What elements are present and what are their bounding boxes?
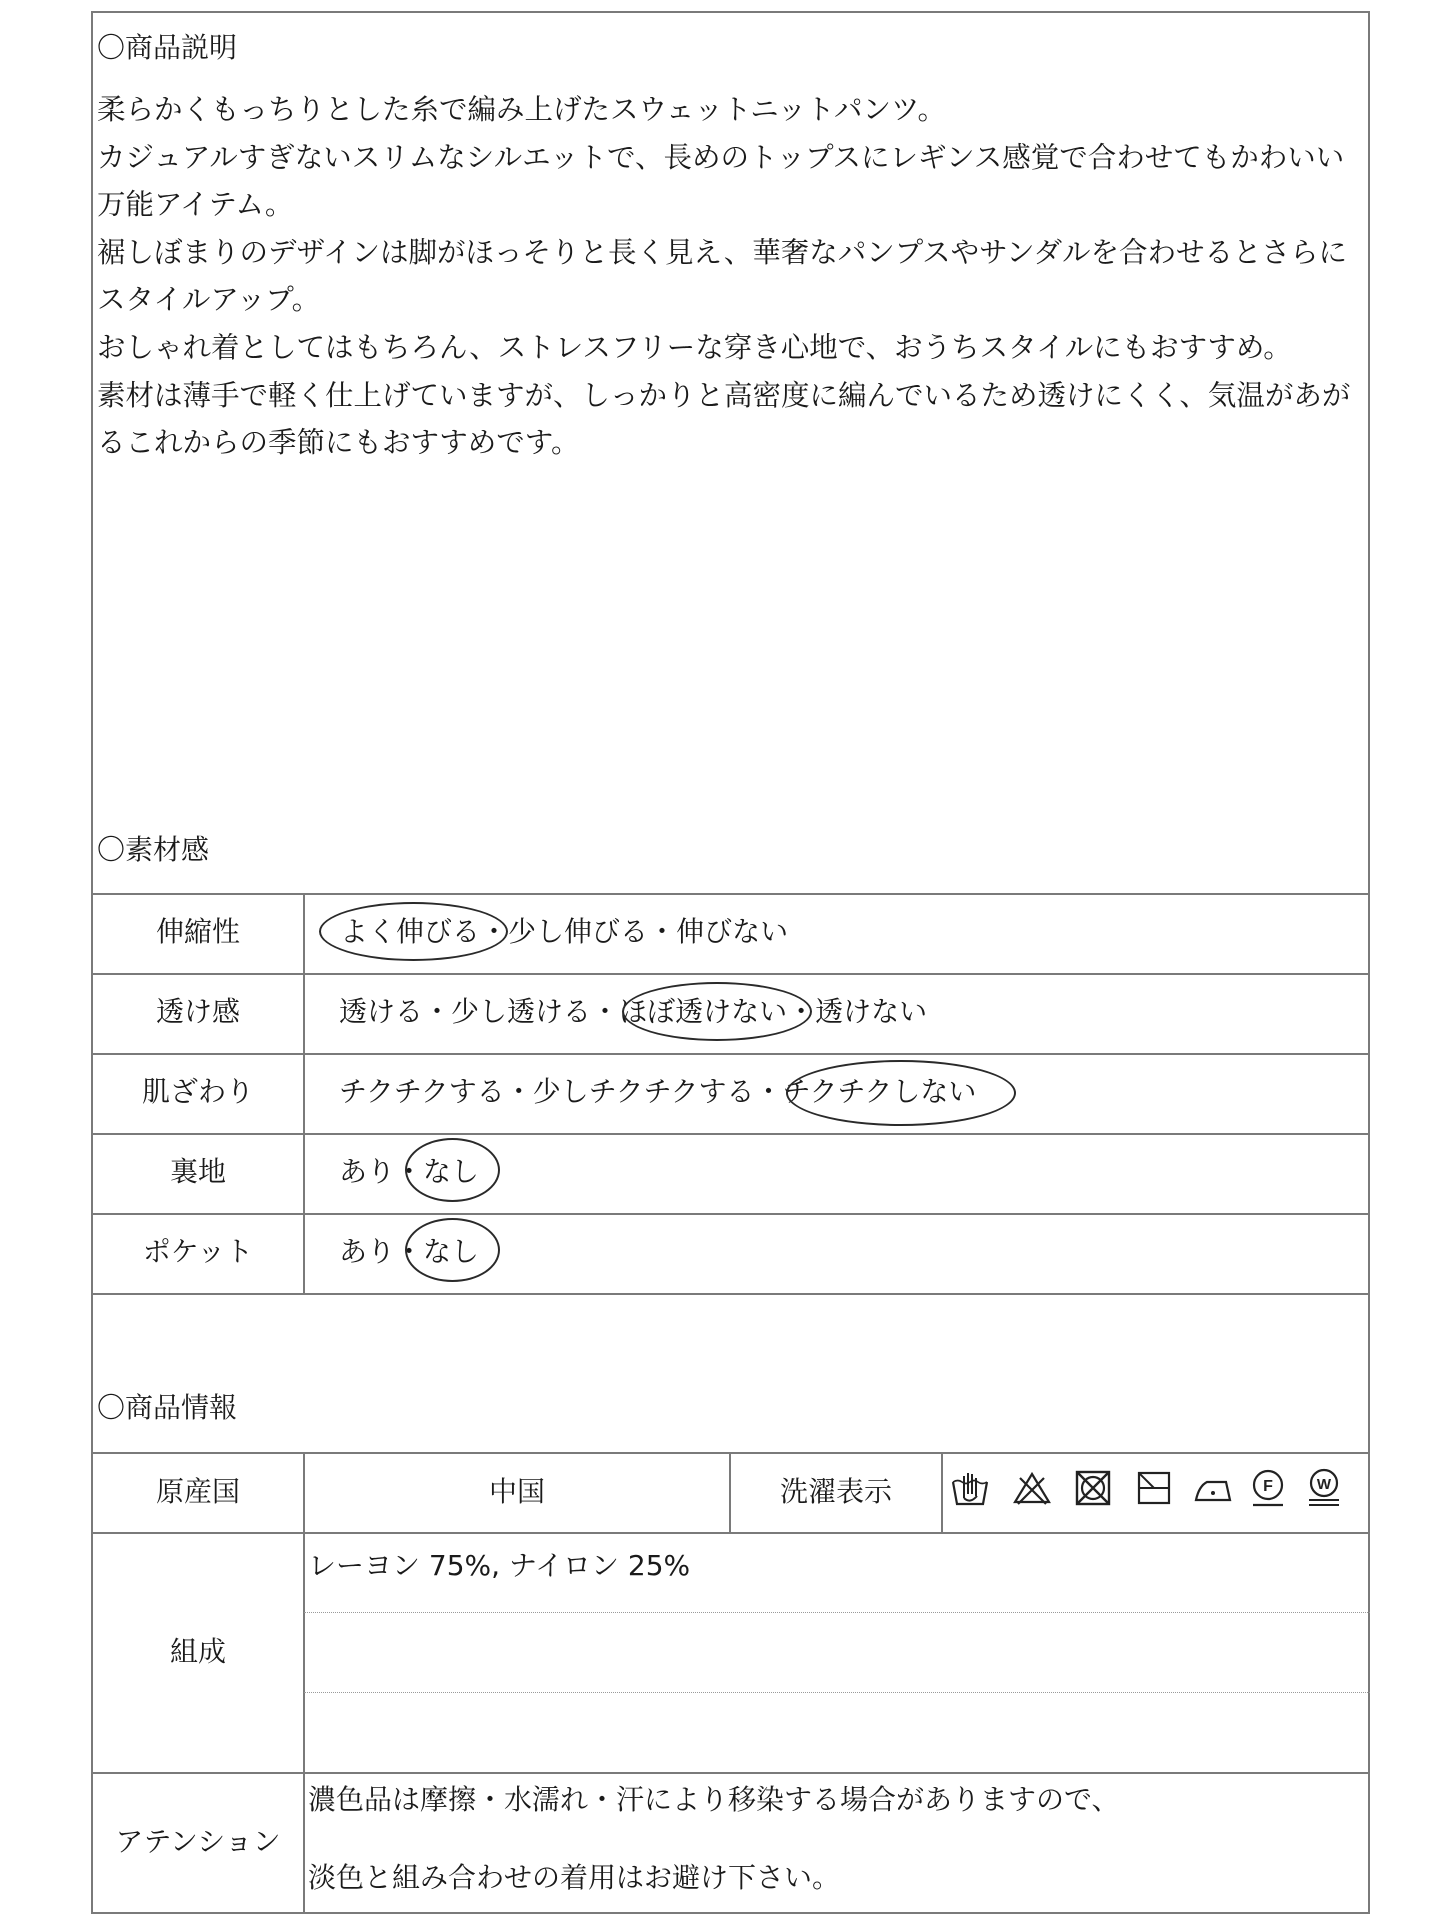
- description-paragraph: おしゃれ着としてはもちろん、ストレスフリーな穿き心地で、おうちスタイルにもおすすめ。: [97, 330, 1292, 364]
- option: チクチクする: [339, 1075, 505, 1108]
- separator: ・: [395, 1155, 424, 1188]
- table-border: [91, 893, 1370, 895]
- care-letter-w: W: [1316, 1476, 1332, 1493]
- table-border: [91, 1133, 1370, 1135]
- selected-option-circle: [405, 1218, 500, 1282]
- table-border: [91, 1532, 1370, 1534]
- attention-line: 淡色と組み合わせの着用はお避け下さい。: [308, 1861, 841, 1894]
- material-heading: 〇素材感: [97, 833, 210, 866]
- description-paragraph: カジュアルすぎないスリムなシルエットで、長めのトップスにレギンス感覚で合わせてもかわいい万能アイテム。: [97, 140, 1345, 222]
- table-border: [91, 1053, 1370, 1055]
- care-letter-f: F: [1263, 1478, 1273, 1495]
- table-divider: [303, 1452, 305, 1912]
- option: 少し透ける: [451, 995, 592, 1028]
- wet-clean-w-icon: [1304, 1468, 1344, 1508]
- option: 伸びない: [676, 915, 789, 948]
- description-paragraph: 柔らかくもっちりとした糸で編み上げたスウェットニットパンツ。: [97, 93, 947, 126]
- separator: ・: [787, 995, 816, 1028]
- table-border: [91, 973, 1370, 975]
- selected-option-circle: [786, 1060, 1016, 1126]
- option: 少しチクチクする: [532, 1075, 755, 1108]
- option: あり: [339, 1155, 396, 1188]
- iron-low-icon: [1193, 1468, 1233, 1508]
- material-label-texture: 肌ざわり: [141, 1075, 254, 1108]
- option: なし: [423, 1235, 480, 1268]
- description-paragraph: 裾しぼまりのデザインは脚がほっそりと長く見え、華奢なパンプスやサンダルを合わせるとさらにスタイルアップ。: [97, 235, 1348, 317]
- description-body: [97, 86, 1357, 467]
- option: あり: [339, 1235, 396, 1268]
- material-label-sheerness: 透け感: [155, 995, 240, 1028]
- description-paragraph: 素材は薄手で軽く仕上げていますが、しっかりと高密度に編んでいるため透けにくく、気温があがるこれからの季節にもおすすめです。: [97, 378, 1351, 460]
- dry-clean-f-icon: [1248, 1468, 1288, 1508]
- selected-option-circle: [622, 982, 812, 1041]
- separator: ・: [754, 1075, 783, 1108]
- table-border: [91, 1213, 1370, 1215]
- separator: ・: [591, 995, 620, 1028]
- table-divider: [303, 893, 305, 1293]
- composition-label: 組成: [169, 1635, 226, 1668]
- separator: ・: [395, 1235, 424, 1268]
- care-label: 洗濯表示: [779, 1475, 892, 1508]
- origin-label: 原産国: [155, 1475, 240, 1508]
- table-border: [91, 1293, 1370, 1295]
- option: 少し伸びる: [508, 915, 649, 948]
- material-label-pocket: ポケット: [142, 1235, 254, 1268]
- hand-wash-icon: [950, 1468, 990, 1508]
- option: 透ける: [339, 995, 424, 1028]
- table-border: [91, 1772, 1370, 1774]
- option: なし: [423, 1155, 480, 1188]
- table-divider: [941, 1452, 943, 1532]
- option: よく伸びる: [340, 915, 481, 948]
- option: ほぼ透けない: [619, 995, 788, 1028]
- separator: ・: [504, 1075, 533, 1108]
- line-dry-icon: [1134, 1468, 1174, 1508]
- row-divider: [304, 1692, 1370, 1693]
- no-tumble-dry-icon: [1073, 1468, 1113, 1508]
- material-label-lining: 裏地: [169, 1155, 226, 1188]
- separator: ・: [480, 915, 509, 948]
- attention-line: 濃色品は摩擦・水濡れ・汗により移染する場合がありますので、: [308, 1783, 1120, 1816]
- selected-option-circle: [319, 902, 508, 961]
- product-info-heading: 〇商品情報: [97, 1391, 238, 1424]
- origin-value: 中国: [488, 1475, 545, 1508]
- row-divider: [304, 1612, 1370, 1613]
- composition-line: レーヨン 75%, ナイロン 25%: [308, 1549, 691, 1582]
- option: 透けない: [815, 995, 928, 1028]
- attention-label: アテンション: [115, 1825, 281, 1858]
- option: チクチクしない: [782, 1075, 977, 1108]
- no-bleach-icon: [1012, 1468, 1052, 1508]
- selected-option-circle: [405, 1138, 500, 1202]
- separator: ・: [648, 915, 677, 948]
- description-heading: 〇商品説明: [97, 31, 238, 64]
- material-label-stretch: 伸縮性: [155, 915, 240, 948]
- separator: ・: [423, 995, 452, 1028]
